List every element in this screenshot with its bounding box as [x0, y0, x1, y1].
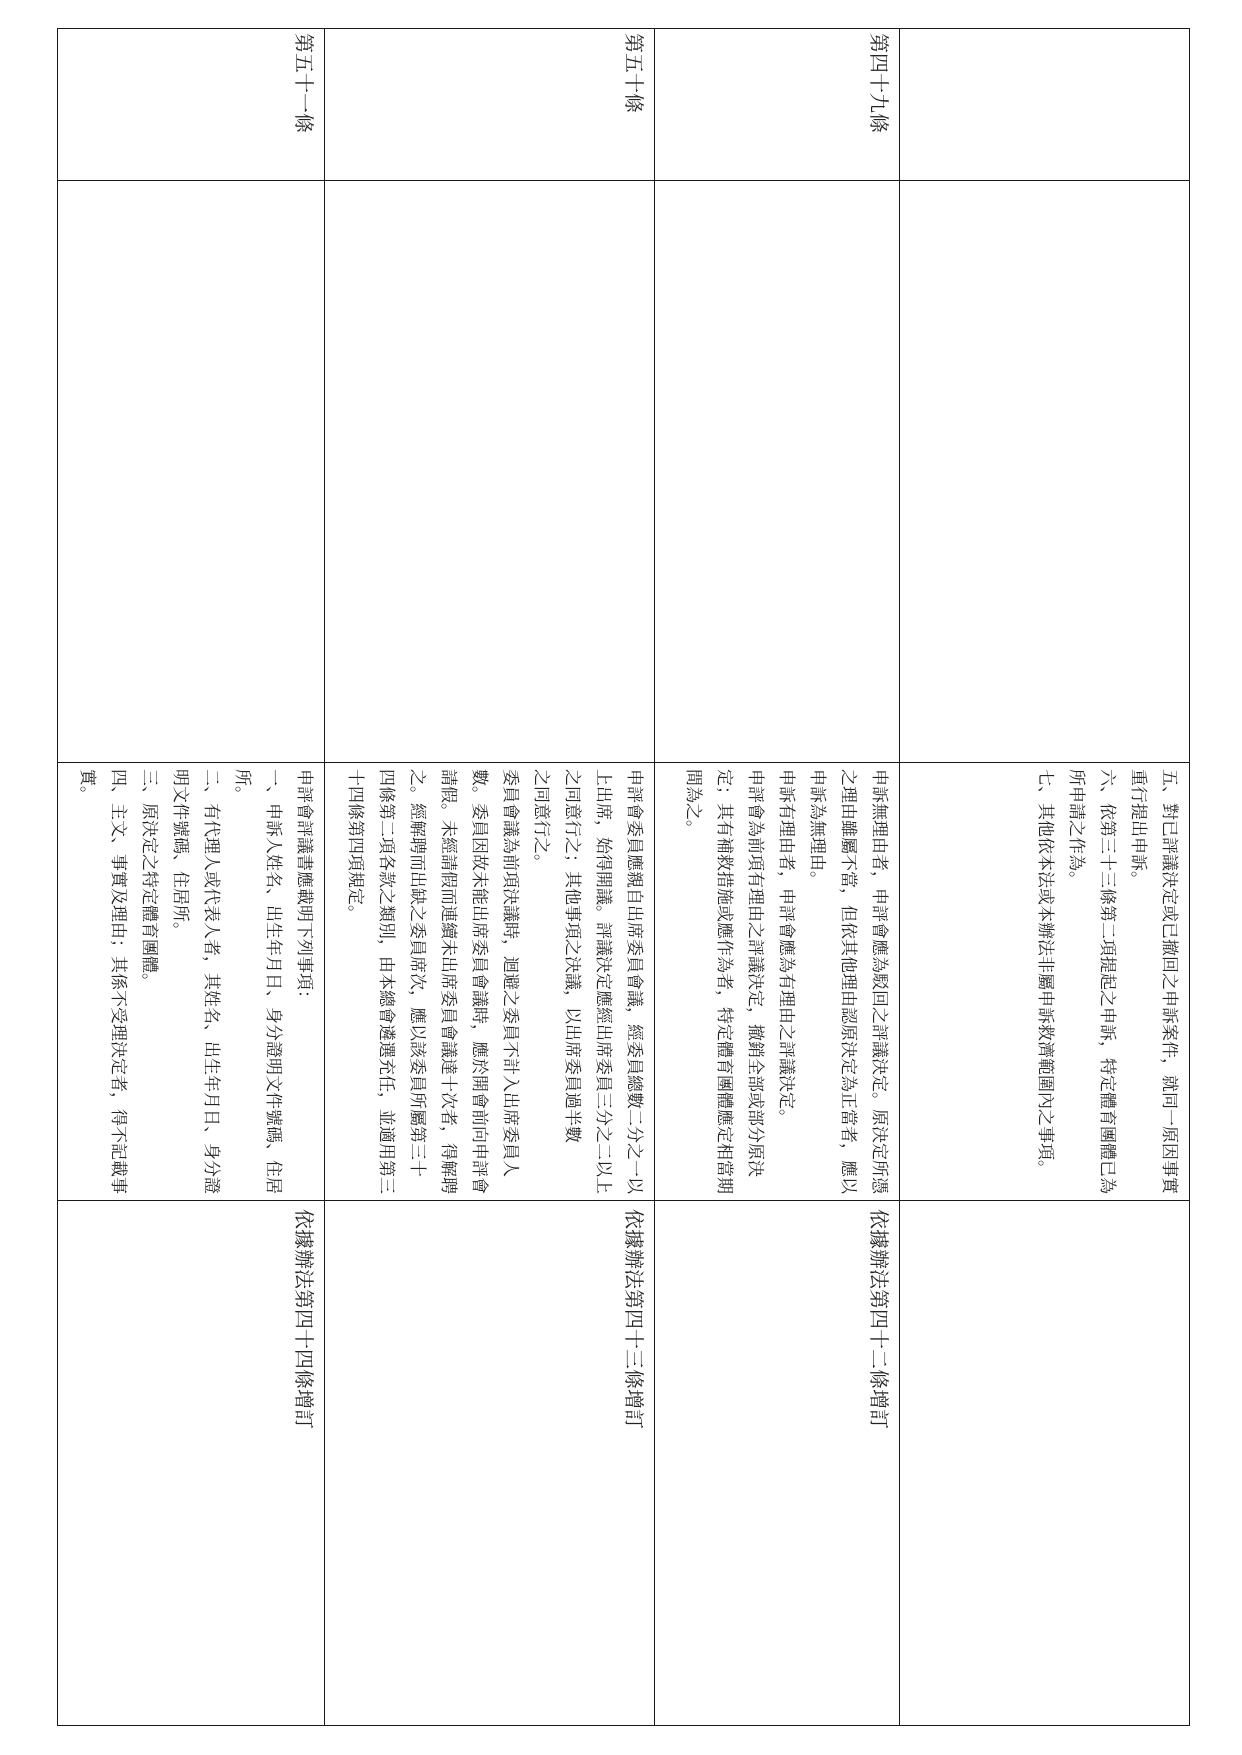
content-line: 申訴有理由者，申評會應為有理由之評議決定。	[776, 769, 796, 1126]
article-label-cell	[57, 29, 324, 181]
article-content-cell	[899, 763, 1189, 1201]
content-line: 十四條第四項規定。	[345, 769, 365, 922]
content-line: 一、申訴人姓名、出生年月日、身分證明文件號碼、住居	[263, 769, 283, 1194]
content-line: 五、對已評議決定或已撤回之申訴案件，就同一原因事實	[1159, 769, 1179, 1194]
article-label-cell	[324, 29, 654, 181]
content-line: 明文件號碼、住居所。	[170, 769, 190, 939]
blank-column-cell	[324, 181, 654, 763]
article-table	[57, 28, 1190, 1726]
content-line: 二、有代理人或代表人者，其姓名、出生年月日、身分證	[201, 769, 221, 1194]
content-line: 實。	[77, 769, 97, 803]
content-line: 之同意行之；其他事項之決議，以出席委員過半數	[562, 769, 582, 1143]
article-content-cell	[654, 763, 899, 1201]
article-label-cell	[899, 29, 1189, 181]
content-line: 申訴無理由者，申評會應為駁回之評議決定。原決定所憑	[869, 769, 889, 1194]
blank-column-cell	[899, 181, 1189, 763]
blank-column-cell	[654, 181, 899, 763]
content-line: 申評會委員應親自出席委員會議，經委員總數二分之一以	[624, 769, 644, 1194]
content-line: 四條第二項各款之類別，由本總會遴選充任，並適用第三	[376, 769, 396, 1194]
content-line: 六、依第三十三條第二項提起之申訴，特定體育團體已為	[1097, 769, 1117, 1194]
content-line: 之。經解聘而出缺之委員席次，應以該委員所屬第三十	[407, 769, 427, 1177]
explanation-cell	[324, 1201, 654, 1726]
explanation-cell	[654, 1201, 899, 1726]
content-line: 數。委員因故未能出席委員會議時，應於開會前向申評會	[469, 769, 489, 1194]
content-line: 間為之。	[683, 769, 703, 837]
content-line: 申評會為前項有理由之評議決定，撤銷全部或部分原決	[745, 769, 765, 1177]
content-line: 申訴為無理由。	[807, 769, 827, 888]
article-number: 第五十條	[622, 33, 646, 113]
content-line: 上出席，始得開議。評議決定應經出席委員三分之二以上	[593, 769, 613, 1194]
content-line: 定；其有補救措施或應作為者，特定體育團體應定相當期	[714, 769, 734, 1194]
content-line: 之同意行之。	[531, 769, 551, 871]
explanation-text: 依據辦法第四十二條增訂	[867, 1209, 891, 1429]
content-line: 委員會議為前項決議時，迴避之委員不計入出席委員人	[500, 769, 520, 1177]
content-line: 三、原決定之特定體育團體。	[139, 769, 159, 990]
explanation-cell	[899, 1201, 1189, 1726]
content-line: 之理由雖屬不當，但依其他理由認原決定為正當者，應以	[838, 769, 858, 1194]
article-content-cell	[57, 763, 324, 1201]
explanation-text: 依據辦法第四十三條增訂	[622, 1209, 646, 1429]
content-line: 所。	[232, 769, 252, 803]
explanation-cell	[57, 1201, 324, 1726]
article-number: 第四十九條	[867, 33, 891, 133]
content-line: 七、其他依本法或本辦法非屬申訴救濟範圍內之事項。	[1035, 769, 1055, 1177]
content-line: 所申請之作為。	[1066, 769, 1086, 888]
content-line: 重行提出申訴。	[1128, 769, 1148, 888]
article-label-cell	[654, 29, 899, 181]
article-content-cell	[324, 763, 654, 1201]
content-line: 申評會評議書應載明下列事項：	[294, 769, 314, 1007]
explanation-text: 依據辦法第四十四條增訂	[292, 1209, 316, 1429]
content-line: 四、主文、事實及理由；其係不受理決定者，得不記載事	[108, 769, 128, 1194]
blank-column-cell	[57, 181, 324, 763]
article-number: 第五十一條	[292, 33, 316, 133]
content-line: 請假。未經請假而連續未出席委員會議達十次者，得解聘	[438, 769, 458, 1194]
